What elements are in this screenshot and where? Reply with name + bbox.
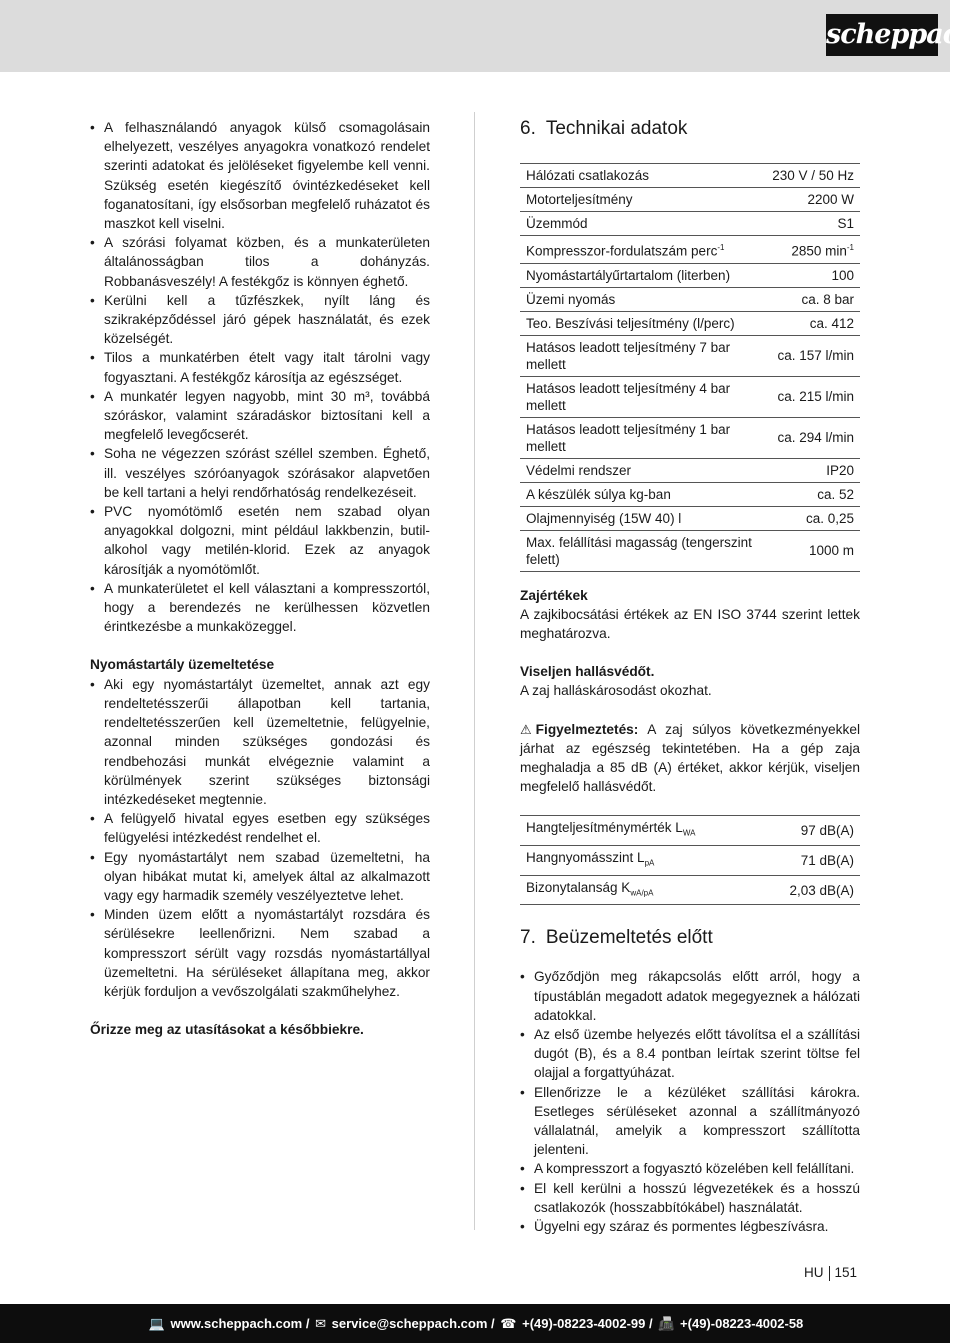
spec-label — [520, 188, 766, 212]
spec-label-text: Motorteljesítmény — [526, 192, 633, 207]
spec-value-text: 1000 m — [808, 543, 854, 558]
pressure-tank-bullet-item: • Aki egy nyomástartályt üzemeltet, annak azt egy rendeltetésszerűi állapotban kell tartania, rendeltetésszerűen kell üzemeltetnie, felügyelnie, azonnal minden szükséges gondozási és rendbehozási munkát elvégeznie valamint a körülmények szerint szükséges biztonsági intézkedéseket megtennie. — [90, 675, 430, 809]
spec-value — [766, 376, 860, 417]
commissioning-bullet-item: • A kompresszort a fogyasztó közelében kell felállítani. — [520, 1159, 860, 1178]
safety-bullet-item: • Kerülni kell a tűzfészkek, nyílt láng és szikraképződéssel járó gépek használatát, és ezek közelségét. — [90, 291, 430, 349]
page-number — [804, 1265, 857, 1281]
spec-label — [520, 530, 766, 571]
pressure-tank-bullet-item: • A felügyelő hivatal egyes esetben egy szükséges felügyelési intézkedést rendelhet el. — [90, 809, 430, 847]
section-6-heading — [520, 118, 860, 140]
spec-value — [766, 506, 860, 530]
warning-text: A zaj súlyos következményekkel járhat az egészség tekintetében. Ha a gép zaja meghaladja a 85 dB (A) értéket, akkor kérjük, viseljen megfelelő hallásvédőt. — [520, 721, 860, 795]
table-row — [520, 376, 860, 417]
spec-value-text: ca. 412 — [809, 315, 854, 331]
pressure-tank-bullet-list — [90, 675, 430, 1001]
footer-website[interactable]: www.scheppach.com — [170, 1316, 303, 1331]
page-separator — [829, 1266, 830, 1281]
spec-value — [766, 263, 860, 287]
noise-data-table — [520, 815, 860, 905]
noise-value-text: 97 dB(A) — [800, 823, 854, 839]
page-number-value: 151 — [834, 1265, 858, 1280]
noise-label-text: Hangnyomásszint L — [526, 850, 645, 866]
spec-value-text: S1 — [837, 216, 854, 231]
pressure-tank-bullet-item: • Minden üzem előtt a nyomástartályt rozsdára és sérülésekre leellenőrizni. Nem szabad a kompresszort sérült vagy rozsdás nyomástartállyal üzemeltetni. Ha sérüléseket állapítana meg, akkor kérjük forduljon a vevőszolgálati szakműhelyhez. — [90, 905, 430, 1001]
spec-value — [766, 482, 860, 506]
table-row — [520, 212, 860, 236]
spec-value — [766, 188, 860, 212]
header-band — [0, 0, 950, 72]
spec-label — [520, 506, 766, 530]
spec-value-text: ca. 52 — [817, 486, 854, 502]
language-code: HU — [804, 1265, 824, 1280]
commissioning-bullet-item: • Ügyelni egy száraz és pormentes légbeszívásra. — [520, 1217, 860, 1236]
noise-label-text: Bizonytalanság K — [526, 879, 631, 895]
spec-value — [766, 311, 860, 335]
spec-label — [520, 376, 766, 417]
safety-bullet-item: • PVC nyomótömlő esetén nem szabad olyan anyagokkal dolgozni, mint például lakkbenzin, butil-alkohol vagy metilén-klorid. Ezek az anyagok károsítják a nyomótömlőt. — [90, 502, 430, 579]
spec-label-text: Hatásos leadott teljesítmény 7 bar mellett — [526, 339, 731, 372]
spec-value-text: ca. 294 l/min — [777, 430, 854, 445]
column-divider — [474, 112, 475, 1230]
section-title: Beüzemeltetés előtt — [545, 927, 713, 949]
spec-value — [766, 164, 860, 188]
spec-value — [766, 417, 860, 458]
spec-label — [520, 335, 766, 376]
section-number: 7. — [520, 927, 536, 949]
fax-icon: 📠 — [658, 1316, 675, 1331]
noise-value-text: 71 dB(A) — [800, 852, 854, 868]
spec-value — [766, 335, 860, 376]
mail-icon: ✉ — [315, 1316, 327, 1331]
phone-icon: ☎ — [500, 1316, 517, 1331]
table-row — [520, 506, 860, 530]
footer-email[interactable]: service@scheppach.com — [331, 1316, 488, 1331]
table-row — [520, 846, 860, 876]
table-row — [520, 875, 860, 905]
spec-label-text: Üzemmód — [526, 216, 588, 231]
section-title: Technikai adatok — [545, 118, 688, 139]
spec-value-text: ca. 157 l/min — [777, 348, 854, 363]
table-row — [520, 236, 860, 264]
pressure-tank-heading: Nyomástartály üzemeltetése — [90, 657, 275, 673]
table-row — [520, 530, 860, 571]
spec-label — [520, 236, 766, 264]
noise-value-text: 2,03 dB(A) — [789, 882, 854, 898]
safety-bullet-item: • A szórási folyamat közben, és a munkaterületen általánosságban tilos a dohányzás. Robbanásveszély! A festékgőz is könnyen éghető. — [90, 233, 430, 291]
spec-value — [766, 236, 860, 264]
spec-label-text: Nyomástartályűrtartalom (literben) — [526, 267, 731, 283]
footer-bar — [0, 1304, 950, 1343]
hearing-protection-heading: Viseljen hallásvédőt. — [520, 664, 655, 680]
spec-label — [520, 287, 766, 311]
spec-label — [520, 482, 766, 506]
table-row — [520, 188, 860, 212]
noise-label — [520, 875, 759, 905]
spec-value-text: 2200 W — [807, 192, 854, 207]
spec-label-text: Hálózati csatlakozás — [526, 168, 650, 183]
commissioning-bullet-item: • Győződjön meg rákapcsolás előtt arról, hogy a típustáblán megadott adatok megegyeznek a hálózati adatokkal. — [520, 967, 860, 1025]
spec-label — [520, 417, 766, 458]
noise-value — [759, 875, 860, 905]
spec-label-sup: -1 — [717, 243, 725, 252]
table-row — [520, 417, 860, 458]
footer-separator: / — [491, 1316, 495, 1331]
spec-value-sup: -1 — [846, 243, 854, 252]
table-row — [520, 335, 860, 376]
pressure-tank-bullet-item: • Egy nyomástartályt nem szabad üzemeltetni, ha olyan hibákat mutat ki, amelyek által az alkalmazott vagy egy harmadik személy veszélyeztetve lehet. — [90, 848, 430, 906]
right-column — [520, 118, 860, 1236]
footer-fax: +(49)-08223-4002-58 — [680, 1316, 804, 1331]
noise-values-text: A zajkibocsátási értékek az EN ISO 3744 szerint lettek meghatározva. — [520, 606, 860, 641]
technical-data-table — [520, 163, 860, 572]
noise-label-sub: WA — [682, 829, 696, 839]
computer-icon: 💻 — [148, 1316, 165, 1331]
commissioning-bullet-list — [520, 967, 860, 1236]
spec-label — [520, 263, 766, 287]
table-row — [520, 287, 860, 311]
table-row — [520, 263, 860, 287]
left-column — [90, 118, 430, 1039]
spec-value — [766, 287, 860, 311]
spec-label-text: Kompresszor-fordulatszám perc — [526, 243, 718, 259]
spec-value-text: IP20 — [826, 462, 854, 478]
spec-value-text: 230 V / 50 Hz — [772, 168, 854, 183]
spec-label — [520, 212, 766, 236]
table-row — [520, 164, 860, 188]
spec-label — [520, 458, 766, 482]
footer-separator: / — [305, 1316, 310, 1331]
noise-value — [759, 846, 860, 876]
warning-paragraph — [520, 720, 860, 797]
hearing-protection-text: A zaj halláskárosodást okozhat. — [520, 683, 712, 699]
table-row — [520, 482, 860, 506]
table-row — [520, 458, 860, 482]
noise-label-sub: wA/pA — [630, 888, 654, 898]
spec-value-text: ca. 215 l/min — [777, 389, 854, 404]
noise-label-sub: pA — [644, 858, 655, 868]
safety-bullet-item: • Tilos a munkatérben ételt vagy italt tárolni vagy fogyasztani. A festékgőz károsítja az egészséget. — [90, 348, 430, 386]
commissioning-bullet-item: • El kell kerülni a hosszú légvezetékek és a hosszú csatlakozók (hosszabbítókábel) használatát. — [520, 1179, 860, 1217]
spec-label-text: Hatásos leadott teljesítmény 4 bar mellett — [526, 380, 731, 413]
table-row — [520, 311, 860, 335]
warning-triangle-icon: ⚠ — [520, 721, 532, 737]
noise-label — [520, 816, 759, 846]
spec-label-text: Olajmennyiség (15W 40) l — [526, 510, 682, 526]
table-row — [520, 816, 860, 846]
noise-label-text: Hangteljesítménymérték L — [526, 820, 683, 836]
spec-value-text: ca. 8 bar — [801, 291, 854, 307]
keep-instructions-note: Őrizze meg az utasításokat a későbbiekre. — [90, 1022, 364, 1038]
commissioning-bullet-item: • Az első üzembe helyezés előtt távolítsa el a szállítási dugót (B), és a 8.4 pontban leírtak szerint töltse fel olajjal a forgattyúházat. — [520, 1025, 860, 1083]
noise-values-heading: Zajértékek — [520, 587, 588, 603]
section-7-heading — [520, 927, 860, 949]
noise-value — [759, 816, 860, 846]
spec-label — [520, 164, 766, 188]
brand-logo: scheppach — [826, 14, 938, 56]
spec-value-text: ca. 0,25 — [805, 510, 854, 526]
spec-label-text: Védelmi rendszer — [526, 462, 632, 478]
spec-label-text: Hatásos leadott teljesítmény 1 bar mellett — [526, 421, 731, 454]
spec-value — [766, 212, 860, 236]
safety-bullet-item: • A felhasználandó anyagok külső csomagolásain elhelyezett, veszélyes anyagokra vonatkozó rendelet szerinti adatokat és jelöléseket figyelembe kell venni. Szükség esetén kiegészítő óvintézkedéseket kell foganatosítani, így elsősorban megfelelő ruházatot és maszkot kell viselni. — [90, 118, 430, 233]
spec-value — [766, 458, 860, 482]
safety-bullet-item: • A munkaterületet el kell választani a kompresszortól, hogy a berendezés ne kerülhessen közvetlen érintkezésbe a munkaközeggel. — [90, 579, 430, 637]
commissioning-bullet-item: • Ellenőrizze le a kézüléket szállítási károkra. Esetleges sérüléseket azonnal a szállítmányozó vállalatnál, amelyik a kompresszort szállította jelenteni. — [520, 1083, 860, 1160]
spec-label-text: Üzemi nyomás — [526, 291, 616, 307]
safety-bullet-item: • Soha ne végezzen szórást széllel szemben. Éghető, ill. veszélyes szóróanyagok szórásakor alapvetően be kell tartani a helyi rendőrhatóság rendelkezéseit. — [90, 444, 430, 502]
safety-bullet-item: • A munkatér legyen nagyobb, mint 30 m³, továbbá szóráskor, valamint száradáskor biztosítani kell a megfelelő levegőcserét. — [90, 387, 430, 445]
spec-value-text: 100 — [831, 267, 854, 283]
warning-label: Figyelmeztetés: — [535, 721, 639, 737]
spec-label — [520, 311, 766, 335]
spec-label-text: Max. felállítási magasság (tengerszint felett) — [526, 534, 752, 567]
section-number: 6. — [520, 118, 536, 139]
footer-phone: +(49)-08223-4002-99 — [522, 1316, 646, 1331]
spec-value-text: 2850 min — [791, 243, 847, 259]
safety-bullet-list — [90, 118, 430, 636]
spec-label-text: Teo. Beszívási teljesítmény (l/perc) — [526, 315, 735, 331]
footer-separator: / — [648, 1316, 653, 1331]
noise-label — [520, 846, 759, 876]
spec-label-text: A készülék súlya kg-ban — [526, 486, 671, 502]
spec-value — [766, 530, 860, 571]
